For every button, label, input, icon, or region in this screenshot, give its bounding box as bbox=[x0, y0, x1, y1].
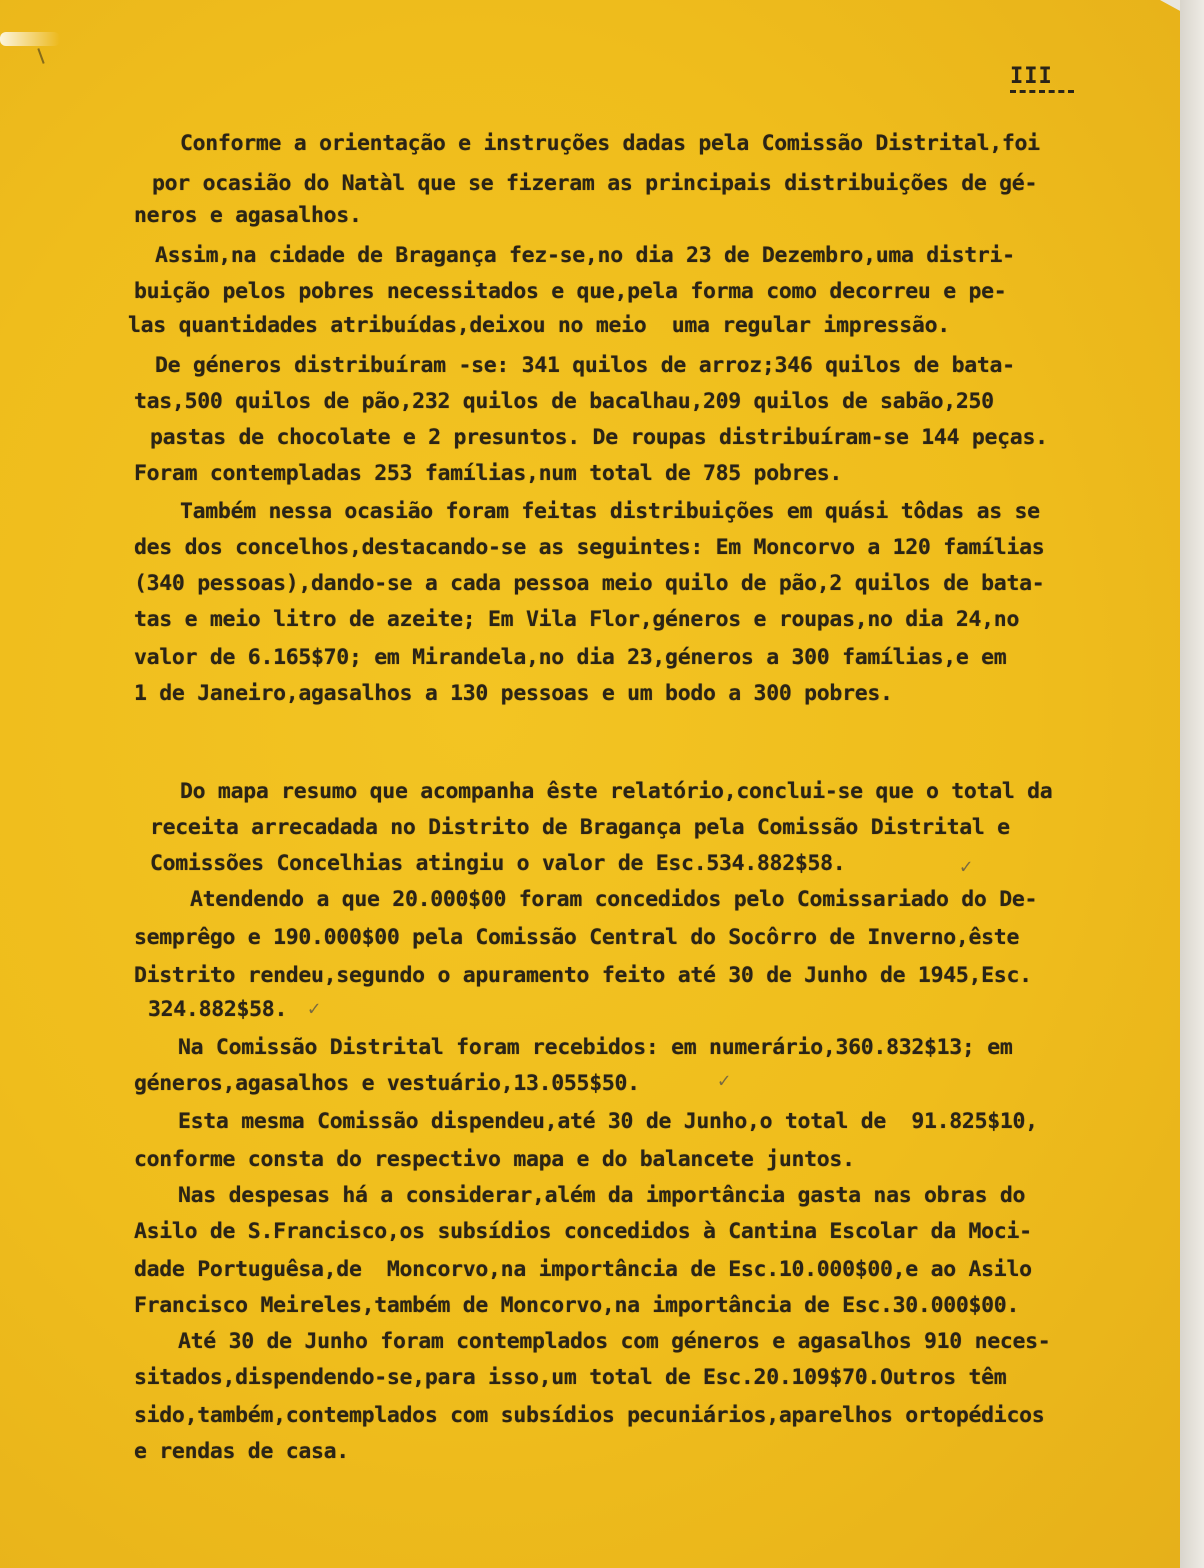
text-line: pastas de chocolate e 2 presuntos. De roupas distribuíram-se 144 peças. bbox=[150, 425, 1048, 450]
check-mark-icon: ✓ bbox=[960, 854, 972, 878]
text-line: e rendas de casa. bbox=[134, 1439, 349, 1464]
text-line: sitados,dispendendo-se,para isso,um total de Esc.20.109$70.Outros têm bbox=[134, 1365, 1007, 1390]
text-line: Conforme a orientação e instruções dadas pela Comissão Distrital,foi bbox=[180, 131, 1040, 156]
text-line: buição pelos pobres necessitados e que,pela forma como decorreu e pe- bbox=[134, 279, 1007, 304]
text-line: Comissões Concelhias atingiu o valor de Esc.534.882$58. bbox=[150, 851, 846, 876]
text-line: Na Comissão Distrital foram recebidos: em numerário,360.832$13; em bbox=[178, 1035, 1013, 1060]
text-line: por ocasião do Natàl que se fizeram as principais distribuições de gé- bbox=[152, 171, 1038, 196]
text-line: Até 30 de Junho foram contemplados com géneros e agasalhos 910 neces- bbox=[178, 1329, 1051, 1354]
text-line: géneros,agasalhos e vestuário,13.055$50. bbox=[134, 1071, 640, 1096]
text-line: neros e agasalhos. bbox=[134, 203, 362, 228]
text-line: Atendendo a que 20.000$00 foram concedidos pelo Comissariado do De- bbox=[190, 887, 1038, 912]
text-line: Do mapa resumo que acompanha êste relatório,conclui-se que o total da bbox=[180, 779, 1053, 804]
text-line: 324.882$58. bbox=[148, 997, 288, 1022]
text-line: valor de 6.165$70; em Mirandela,no dia 23,géneros a 300 famílias,e em bbox=[134, 645, 1007, 670]
text-line: (340 pessoas),dando-se a cada pessoa meio quilo de pão,2 quilos de bata- bbox=[134, 571, 1045, 596]
text-line: De géneros distribuíram -se: 341 quilos de arroz;346 quilos de bata- bbox=[155, 353, 1015, 378]
text-line: des dos concelhos,destacando-se as seguintes: Em Moncorvo a 120 famílias bbox=[134, 535, 1045, 560]
text-line: semprêgo e 190.000$00 pela Comissão Central do Socôrro de Inverno,êste bbox=[134, 925, 1020, 950]
text-line: Assim,na cidade de Bragança fez-se,no dia 23 de Dezembro,uma distri- bbox=[155, 243, 1015, 268]
text-line: Também nessa ocasião foram feitas distribuições em quási tôdas as se bbox=[180, 499, 1040, 524]
check-mark-icon: ✓ bbox=[308, 996, 320, 1020]
text-line: Asilo de S.Francisco,os subsídios concedidos à Cantina Escolar da Moci- bbox=[134, 1219, 1032, 1244]
text-line: Foram contempladas 253 famílias,num total de 785 pobres. bbox=[134, 461, 843, 486]
text-line: 1 de Janeiro,agasalhos a 130 pessoas e um bodo a 300 pobres. bbox=[134, 681, 893, 706]
text-line: Esta mesma Comissão dispendeu,até 30 de Junho,o total de 91.825$10, bbox=[178, 1109, 1038, 1134]
text-line: Distrito rendeu,segundo o apuramento feito até 30 de Junho de 1945,Esc. bbox=[134, 963, 1032, 988]
check-mark-icon: ✓ bbox=[718, 1068, 730, 1092]
text-line: Francisco Meireles,também de Moncorvo,na importância de Esc.30.000$00. bbox=[134, 1293, 1020, 1318]
text-line: Nas despesas há a considerar,além da importância gasta nas obras do bbox=[178, 1183, 1026, 1208]
text-line: sido,também,contemplados com subsídios pecuniários,aparelhos ortopédicos bbox=[134, 1403, 1045, 1428]
text-line: tas e meio litro de azeite; Em Vila Flor,géneros e roupas,no dia 24,no bbox=[134, 607, 1020, 632]
text-line: receita arrecadada no Distrito de Bragança pela Comissão Distrital e bbox=[150, 815, 1010, 840]
text-line: dade Portuguêsa,de Moncorvo,na importância de Esc.10.000$00,e ao Asilo bbox=[134, 1257, 1032, 1282]
text-line: conforme consta do respectivo mapa e do balancete juntos. bbox=[134, 1147, 855, 1172]
text-line: las quantidades atribuídas,deixou no meio uma regular impressão. bbox=[128, 313, 950, 338]
page-number: III bbox=[1010, 64, 1053, 89]
text-line: tas,500 quilos de pão,232 quilos de bacalhau,209 quilos de sabão,250 bbox=[134, 389, 994, 414]
